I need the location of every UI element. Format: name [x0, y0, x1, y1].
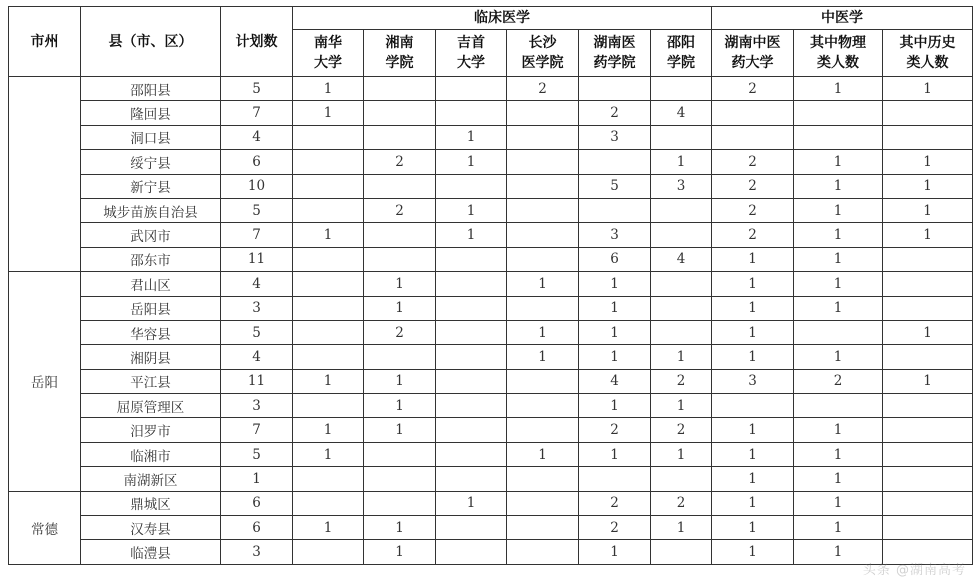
value-cell: 2: [364, 320, 436, 344]
value-cell: [507, 369, 579, 393]
plan-cell: 11: [221, 247, 293, 271]
value-cell: 1: [293, 516, 364, 540]
header-col-3: 长沙 医学院: [507, 30, 579, 77]
value-cell: 1: [794, 345, 883, 369]
value-cell: 1: [651, 442, 712, 466]
value-cell: [883, 442, 973, 466]
value-cell: [883, 394, 973, 418]
value-cell: [794, 394, 883, 418]
value-cell: 1: [794, 442, 883, 466]
value-cell: 3: [651, 174, 712, 198]
value-cell: 1: [579, 442, 651, 466]
value-cell: [883, 125, 973, 149]
value-cell: [436, 394, 507, 418]
value-cell: 1: [712, 272, 794, 296]
value-cell: 1: [794, 198, 883, 222]
value-cell: 1: [794, 174, 883, 198]
value-cell: [883, 418, 973, 442]
value-cell: 1: [507, 272, 579, 296]
value-cell: [507, 223, 579, 247]
header-group-clinical: 临床医学: [293, 7, 712, 30]
value-cell: 1: [293, 369, 364, 393]
value-cell: 1: [712, 296, 794, 320]
value-cell: [364, 223, 436, 247]
value-cell: 6: [579, 247, 651, 271]
value-cell: 1: [364, 369, 436, 393]
value-cell: [293, 320, 364, 344]
plan-cell: 6: [221, 516, 293, 540]
value-cell: 1: [364, 516, 436, 540]
table-body: [9, 77, 973, 565]
value-cell: [507, 125, 579, 149]
value-cell: 1: [293, 442, 364, 466]
value-cell: [364, 345, 436, 369]
value-cell: [579, 77, 651, 101]
plan-cell: 1: [221, 467, 293, 491]
value-cell: 1: [794, 150, 883, 174]
value-cell: [436, 369, 507, 393]
county-cell: 隆回县: [81, 101, 221, 125]
value-cell: [651, 272, 712, 296]
plan-cell: 4: [221, 272, 293, 296]
value-cell: 1: [507, 320, 579, 344]
plan-cell: 7: [221, 418, 293, 442]
value-cell: [436, 516, 507, 540]
value-cell: 1: [794, 77, 883, 101]
value-cell: [507, 150, 579, 174]
value-cell: [364, 247, 436, 271]
value-cell: 1: [436, 223, 507, 247]
city-cell: [9, 77, 81, 272]
plan-cell: 3: [221, 296, 293, 320]
value-cell: [507, 247, 579, 271]
table-row: [9, 125, 973, 149]
value-cell: [293, 150, 364, 174]
value-cell: 2: [712, 198, 794, 222]
value-cell: 2: [712, 150, 794, 174]
value-cell: 2: [712, 223, 794, 247]
header-col-2: 吉首 大学: [436, 30, 507, 77]
value-cell: [507, 394, 579, 418]
value-cell: 2: [579, 516, 651, 540]
value-cell: 2: [712, 77, 794, 101]
city-cell: 常德: [9, 491, 81, 564]
header-plan: 计划数: [221, 7, 293, 77]
table-row: [9, 247, 973, 271]
value-cell: 1: [293, 223, 364, 247]
value-cell: 1: [293, 77, 364, 101]
watermark: 头条 @湖南高考: [862, 563, 966, 578]
value-cell: 1: [712, 540, 794, 564]
value-cell: 1: [794, 247, 883, 271]
value-cell: [436, 467, 507, 491]
value-cell: 1: [364, 296, 436, 320]
value-cell: 5: [579, 174, 651, 198]
value-cell: [364, 101, 436, 125]
table-row: [9, 540, 973, 564]
value-cell: [364, 491, 436, 515]
value-cell: [883, 296, 973, 320]
value-cell: 1: [579, 540, 651, 564]
value-cell: [507, 296, 579, 320]
value-cell: 1: [883, 320, 973, 344]
county-cell: 邵东市: [81, 247, 221, 271]
value-cell: 2: [364, 198, 436, 222]
header-col-4: 湖南医 药学院: [579, 30, 651, 77]
value-cell: [883, 491, 973, 515]
value-cell: 1: [883, 174, 973, 198]
value-cell: 1: [651, 345, 712, 369]
value-cell: [293, 491, 364, 515]
table-row: [9, 272, 973, 296]
county-cell: 南湖新区: [81, 467, 221, 491]
value-cell: 1: [712, 516, 794, 540]
plan-cell: 3: [221, 540, 293, 564]
value-cell: 1: [883, 198, 973, 222]
value-cell: [436, 272, 507, 296]
county-cell: 平江县: [81, 369, 221, 393]
value-cell: 2: [794, 369, 883, 393]
value-cell: 2: [364, 150, 436, 174]
value-cell: 1: [712, 418, 794, 442]
quota-table: [8, 6, 973, 565]
plan-cell: 5: [221, 442, 293, 466]
header-col-0: 南华 大学: [293, 30, 364, 77]
value-cell: 4: [579, 369, 651, 393]
value-cell: [293, 198, 364, 222]
value-cell: [507, 516, 579, 540]
value-cell: [364, 125, 436, 149]
value-cell: [883, 101, 973, 125]
value-cell: 1: [436, 491, 507, 515]
table-header: [9, 7, 973, 77]
value-cell: 1: [293, 101, 364, 125]
value-cell: 2: [579, 101, 651, 125]
value-cell: [651, 540, 712, 564]
value-cell: [883, 247, 973, 271]
value-cell: 1: [794, 516, 883, 540]
value-cell: 1: [579, 320, 651, 344]
value-cell: 2: [579, 491, 651, 515]
value-cell: 1: [651, 394, 712, 418]
table-row: [9, 150, 973, 174]
value-cell: [794, 101, 883, 125]
value-cell: [364, 467, 436, 491]
value-cell: [436, 296, 507, 320]
value-cell: [364, 77, 436, 101]
header-col-5: 邵阳 学院: [651, 30, 712, 77]
value-cell: [794, 125, 883, 149]
county-cell: 邵阳县: [81, 77, 221, 101]
header-city: 市州: [9, 7, 81, 77]
value-cell: [436, 247, 507, 271]
plan-cell: 5: [221, 320, 293, 344]
value-cell: [436, 101, 507, 125]
plan-cell: 4: [221, 125, 293, 149]
value-cell: [293, 125, 364, 149]
value-cell: [507, 198, 579, 222]
value-cell: [651, 223, 712, 247]
value-cell: 1: [712, 247, 794, 271]
county-cell: 绥宁县: [81, 150, 221, 174]
value-cell: [579, 150, 651, 174]
table-row: [9, 394, 973, 418]
value-cell: 1: [651, 516, 712, 540]
value-cell: [436, 174, 507, 198]
table-row: [9, 467, 973, 491]
value-cell: [436, 442, 507, 466]
value-cell: 1: [883, 150, 973, 174]
table-row: [9, 77, 973, 101]
county-cell: 洞口县: [81, 125, 221, 149]
value-cell: 1: [364, 394, 436, 418]
value-cell: [436, 320, 507, 344]
county-cell: 临湘市: [81, 442, 221, 466]
value-cell: 1: [579, 394, 651, 418]
value-cell: [364, 442, 436, 466]
header-col-7: 其中物理 类人数: [794, 30, 883, 77]
table-row: [9, 369, 973, 393]
value-cell: 1: [712, 345, 794, 369]
value-cell: 1: [794, 296, 883, 320]
plan-cell: 7: [221, 223, 293, 247]
plan-cell: 5: [221, 77, 293, 101]
table-row: [9, 345, 973, 369]
county-cell: 君山区: [81, 272, 221, 296]
value-cell: 1: [364, 540, 436, 564]
table-row: [9, 320, 973, 344]
value-cell: 2: [651, 491, 712, 515]
value-cell: 1: [712, 320, 794, 344]
value-cell: 1: [712, 467, 794, 491]
header-col-6: 湖南中医 药大学: [712, 30, 794, 77]
value-cell: [712, 394, 794, 418]
value-cell: 1: [712, 491, 794, 515]
value-cell: 1: [794, 418, 883, 442]
table-row: [9, 491, 973, 515]
county-cell: 湘阴县: [81, 345, 221, 369]
value-cell: [293, 247, 364, 271]
plan-cell: 3: [221, 394, 293, 418]
plan-cell: 4: [221, 345, 293, 369]
value-cell: 1: [293, 418, 364, 442]
county-cell: 武冈市: [81, 223, 221, 247]
value-cell: [712, 101, 794, 125]
value-cell: [436, 345, 507, 369]
value-cell: 1: [883, 369, 973, 393]
value-cell: [651, 77, 712, 101]
header-col-1: 湘南 学院: [364, 30, 436, 77]
value-cell: [579, 198, 651, 222]
value-cell: [579, 467, 651, 491]
value-cell: [436, 540, 507, 564]
value-cell: [293, 174, 364, 198]
table-row: [9, 101, 973, 125]
value-cell: [507, 101, 579, 125]
value-cell: 2: [651, 418, 712, 442]
value-cell: 2: [712, 174, 794, 198]
value-cell: 1: [579, 296, 651, 320]
value-cell: [794, 320, 883, 344]
value-cell: [507, 540, 579, 564]
table-row: [9, 223, 973, 247]
value-cell: 1: [579, 272, 651, 296]
value-cell: 1: [507, 442, 579, 466]
table-row: [9, 296, 973, 320]
value-cell: 3: [579, 223, 651, 247]
value-cell: 3: [579, 125, 651, 149]
value-cell: [293, 345, 364, 369]
table-row: [9, 418, 973, 442]
value-cell: 1: [651, 150, 712, 174]
plan-cell: 11: [221, 369, 293, 393]
value-cell: [364, 174, 436, 198]
value-cell: [651, 198, 712, 222]
plan-cell: 6: [221, 491, 293, 515]
plan-cell: 6: [221, 150, 293, 174]
value-cell: [293, 272, 364, 296]
header-group-tcm: 中医学: [712, 7, 973, 30]
county-cell: 汨罗市: [81, 418, 221, 442]
plan-cell: 7: [221, 101, 293, 125]
value-cell: 1: [794, 467, 883, 491]
value-cell: 1: [579, 345, 651, 369]
value-cell: [293, 296, 364, 320]
value-cell: 1: [794, 272, 883, 296]
value-cell: [293, 394, 364, 418]
value-cell: 1: [794, 540, 883, 564]
county-cell: 屈原管理区: [81, 394, 221, 418]
value-cell: 4: [651, 247, 712, 271]
value-cell: 1: [883, 223, 973, 247]
county-cell: 岳阳县: [81, 296, 221, 320]
value-cell: [507, 467, 579, 491]
value-cell: [507, 174, 579, 198]
table-row: [9, 174, 973, 198]
value-cell: [651, 296, 712, 320]
value-cell: [651, 320, 712, 344]
value-cell: 1: [712, 442, 794, 466]
value-cell: [883, 345, 973, 369]
plan-cell: 5: [221, 198, 293, 222]
value-cell: 1: [436, 198, 507, 222]
value-cell: 2: [507, 77, 579, 101]
value-cell: [436, 418, 507, 442]
value-cell: [507, 418, 579, 442]
value-cell: 1: [364, 272, 436, 296]
value-cell: [507, 491, 579, 515]
table-row: [9, 198, 973, 222]
table-row: [9, 442, 973, 466]
value-cell: [883, 467, 973, 491]
value-cell: [436, 77, 507, 101]
county-cell: 汉寿县: [81, 516, 221, 540]
value-cell: [712, 125, 794, 149]
value-cell: 1: [507, 345, 579, 369]
value-cell: 4: [651, 101, 712, 125]
county-cell: 临澧县: [81, 540, 221, 564]
county-cell: 鼎城区: [81, 491, 221, 515]
value-cell: [883, 272, 973, 296]
value-cell: 3: [712, 369, 794, 393]
value-cell: 1: [436, 125, 507, 149]
value-cell: 1: [794, 223, 883, 247]
value-cell: 1: [794, 491, 883, 515]
value-cell: 1: [883, 77, 973, 101]
value-cell: [293, 467, 364, 491]
county-cell: 新宁县: [81, 174, 221, 198]
value-cell: 2: [651, 369, 712, 393]
header-county: 县（市、区）: [81, 7, 221, 77]
value-cell: [293, 540, 364, 564]
value-cell: [883, 516, 973, 540]
plan-cell: 10: [221, 174, 293, 198]
value-cell: 2: [579, 418, 651, 442]
header-col-8: 其中历史 类人数: [883, 30, 973, 77]
value-cell: [651, 125, 712, 149]
county-cell: 城步苗族自治县: [81, 198, 221, 222]
county-cell: 华容县: [81, 320, 221, 344]
value-cell: 1: [436, 150, 507, 174]
value-cell: 1: [364, 418, 436, 442]
table-row: [9, 516, 973, 540]
city-cell: 岳阳: [9, 272, 81, 492]
value-cell: [651, 467, 712, 491]
